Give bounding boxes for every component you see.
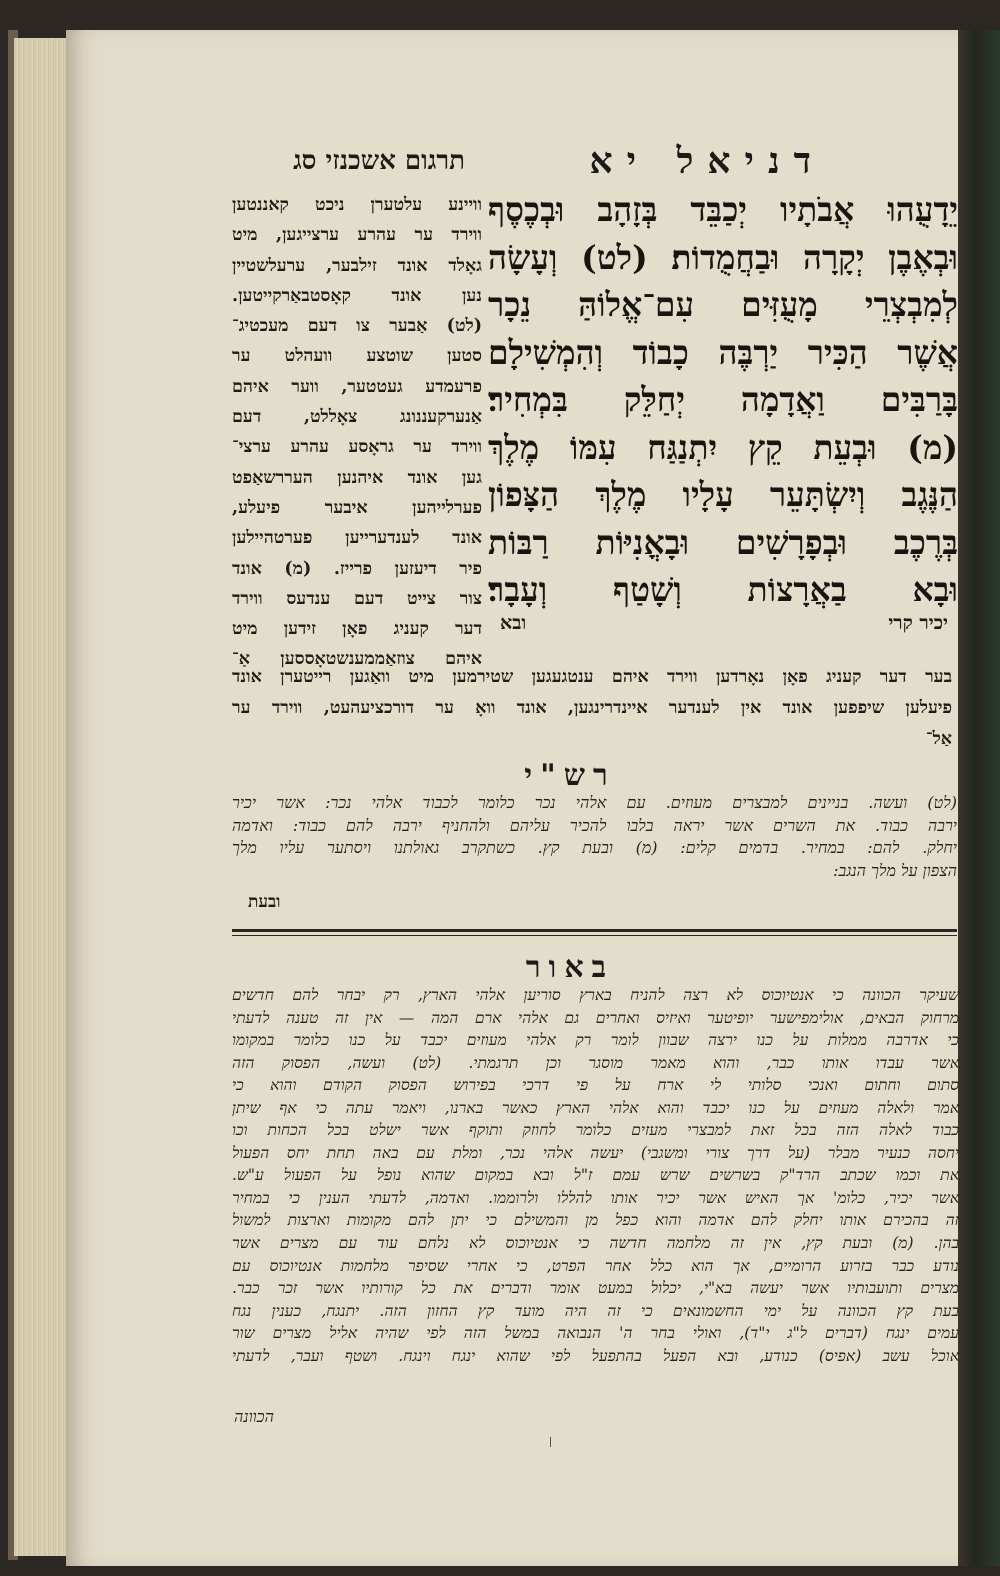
translation-line: פרעמדע געטטער, ווער איהם bbox=[232, 376, 482, 397]
translation-line: וויינע עלטערן ניכט קאננטען bbox=[232, 195, 482, 215]
rashi-line: ירבה כבוד. את השרים אשר יראה בלבו להכיר עליהם ולהחניף ירבה להם כבוד: ואדמה bbox=[232, 815, 957, 835]
running-header-left: תרגום אשכנזי סג bbox=[293, 146, 465, 176]
biur-line: נודע כבר בזרוע הרומיים, אך הוא כלל אחר הפרט, כי אחרי שסיפר מלחמות אנטיוכוס עם bbox=[232, 1256, 959, 1275]
translation-line: פערלייהען איבער פיעלע, bbox=[232, 497, 482, 518]
biur-line: כי אדרבה ממלות על כנו ירצה שבוון לומר רק אלהי מעוזים יכבד על כנו כלומר במקומו bbox=[232, 1031, 959, 1050]
hebrew-line: וּבָא בַאֲרָצוֹת וְשָׁטַף וְעָבָר׃ bbox=[488, 570, 958, 609]
biur-line: יחסה כנעיר מבלר (על דרך צורי ומשגבי) יעשה אלהי נכר, ומלת עם באה תחת יחס הפעול bbox=[232, 1143, 959, 1162]
biur-commentary bbox=[232, 984, 959, 1367]
section-divider-thin bbox=[232, 935, 957, 936]
biur-heading: באור bbox=[525, 950, 615, 985]
biur-line: עמים ינגח (דברים ל"ג י"ד), ואולי בחר ה' הנבואה במשל הזה לפי שהיה אליל מצרים שור bbox=[232, 1324, 959, 1343]
qere-note-right: יכיר קרי bbox=[888, 612, 948, 634]
biur-line: כבוד לאלה הזה בכל זאת למבצרי מעזים כלומר לחוזק ותוקף אשר ישלט בכל הכחות וכו bbox=[232, 1121, 959, 1140]
yiddish-translation-column bbox=[232, 190, 482, 675]
translation-line: סטען שוטצע וועהלט ער bbox=[232, 346, 482, 367]
translation-line: נען אונד קאָסטבאַרקייטען. bbox=[232, 285, 482, 306]
biur-line: זה בהכירם אותו יחלק להם אדמה והוא כפל מן והמשילם כי יתן להם מקומות וארצות למשול bbox=[232, 1211, 959, 1230]
hebrew-line: בָּרַבִּים וַאֲדָמָה יְחַלֵּק בִּמְחִיר׃ bbox=[488, 380, 958, 419]
biur-line: אוכל עשב (אפיס) כנודע, ובא הפעל בהתפעל לפי שהוא ינגח וינגח. ושטף ועבר, לדעתי bbox=[232, 1346, 959, 1365]
hebrew-line: (מ) וּבְעֵת קֵץ יִתְנַגַּח עִמּוֹ מֶלֶךְ bbox=[488, 427, 958, 467]
biur-line: אשר עבדו אותו כבר, והוא מאמר מוסגר וכן תרגמתי. (לט) ועשה, הפסוק הזה bbox=[232, 1053, 959, 1072]
section-divider-thick bbox=[232, 929, 957, 932]
hebrew-line: יֵדָעֻהוּ אֲבֹתָיו יְכַבֵּד בְּזָהָב וּבְכֶסֶף bbox=[488, 190, 958, 229]
hebrew-line: אֲשֶׁר הַכִּיר יַרְבֶּה כָבוֹד וְהִמְשִׁילָם bbox=[488, 332, 958, 372]
hebrew-verse-block bbox=[488, 186, 958, 614]
hebrew-line: וּבְאֶבֶן יְקָרָה וּבַחֲמֻדוֹת׃ (לט) וְעָשָׂה bbox=[488, 237, 958, 277]
translation-line: פיר דיעזען פרייז. (מ) אונד bbox=[232, 558, 482, 579]
translation-line: גאָלד אונד זילבער, ערעלשטיין bbox=[232, 255, 482, 276]
rashi-line: יחלק. להם: במחיר. בדמים קלים: (מ) ובעת קץ. כשתקרב גאולתנו ויסתער עליו מלך bbox=[232, 838, 957, 857]
running-header-right: דניאל יא bbox=[589, 140, 825, 182]
hebrew-line: הַנֶּגֶב וְיִשְׂתָּעֵר עָלָיו מֶלֶךְ הַצָּפוֹן bbox=[488, 475, 958, 514]
biur-line: אמר ולאלה מעוזים על כנו יכבד והוא אלהי הארץ כאשר בארנו, ויאמר עתה כי אף שיתן bbox=[232, 1098, 959, 1117]
biur-line: סתום וחתום ואנכי סלותי לי ארח על פי דרכי בפירוש הפסוק הקודם והוא כי bbox=[232, 1076, 959, 1095]
translation-line: אונד לענדערייען פערטהיילען bbox=[232, 528, 482, 549]
translation-line: גען אונד איהנען העררשאַפט bbox=[232, 467, 482, 488]
translation-line: ווירד ער גראָסע עהרע ערצי־ bbox=[232, 437, 482, 458]
translation-line: בער דער קעניג פאָן נאָרדען ווירד איהם ענטגעגען שטירמען מיט וואַגען רייטערן אונד bbox=[232, 667, 952, 687]
translation-line: אַל־ bbox=[925, 729, 952, 749]
biur-line: שעיקר הכוונה כי אנטיוכוס לא רצה להניח בארץ סוריען אלהי הארץ, רק יבחר להם חדשים bbox=[232, 986, 959, 1004]
hebrew-line: בְּרֶכֶב וּבְפָרָשִׁים וּבָאֳנִיּוֹת רַבּוֹת bbox=[488, 522, 958, 562]
translation-line: צור צייט דעם ענדעס ווירד bbox=[232, 588, 482, 609]
biur-line: בעת קץ הכוונה על ימי החשמונאים כי זה היה מועד קץ החזון הזה. יתנגח, כענין נגח bbox=[232, 1301, 959, 1320]
hebrew-line: לְמִבְצְרֵי מָעֻזִּים עִם־אֱלוֹהַּ נֵכָר bbox=[488, 285, 958, 324]
page-stack-edge bbox=[14, 38, 66, 1556]
qere-note-left: ובא bbox=[500, 612, 527, 634]
translation-line: פיעלען שיפפען אונד אין לענדער איינדרינגען, אונד וואָ ער דורכציעהעט, ווירד ער bbox=[232, 698, 952, 718]
translation-line: דער קעניג פאָן זידען מיט bbox=[232, 619, 482, 640]
rashi-catchword: ובעת bbox=[248, 892, 281, 912]
qere-ketiv-note bbox=[500, 612, 948, 635]
biur-line: את וכמו שכתב הרד"ק בשרשים שרש עמם ז"ל ובא במקום שהוא נופל על הפעול ע"ש. bbox=[232, 1166, 959, 1185]
rashi-heading: רש"י bbox=[524, 758, 616, 793]
biur-line: מצרים ותועבותיו אשר יעשה בא"י, יכלול במעט אומר ודברים את כל קורותיו אשר זכר כבר. bbox=[232, 1279, 959, 1298]
translation-line: אַנערקעננונג צאָללט, דעם bbox=[232, 407, 482, 428]
biur-line: אשר יכיר, כלומ' אך האיש אשר יכיר אותו להללו ולרוממו. ואדמה, לדעתי הענין כי במחיר bbox=[232, 1188, 959, 1207]
biur-catchword: הכוונה bbox=[234, 1407, 274, 1426]
rashi-commentary bbox=[232, 792, 957, 882]
rashi-line: הצפון על מלך הנגב: bbox=[833, 860, 957, 880]
biur-line: בהן. (מ) ובעת קץ, אין זה מלחמה חדשה כי אנטיוכוס לא נלחם עוד עם מצרים אשר bbox=[232, 1234, 959, 1253]
biur-line: מרחוק הבאים, אולימפישער יופיטער ואיזיס ואחרים גם אלהי ארם המה — אין זה טענה לדעתי bbox=[232, 1008, 959, 1027]
facing-page-edge bbox=[958, 30, 1000, 1566]
rashi-line: (לט) ועשה. בניינים למבצרים מעוזים. עם אלהי נכר כלומר לכבוד אלהי נכר: אשר יכיר bbox=[232, 793, 957, 812]
yiddish-translation-full-width bbox=[232, 662, 952, 755]
translation-line: איהם צוזאַממענשטאָססען אַ־ bbox=[232, 649, 482, 670]
translation-line: (לט) אַבער צו דעם מעכטיג־ bbox=[232, 316, 482, 337]
printer-mark bbox=[550, 1437, 551, 1447]
translation-line: ווירד ער עהרע ערצייגען, מיט bbox=[232, 225, 482, 246]
